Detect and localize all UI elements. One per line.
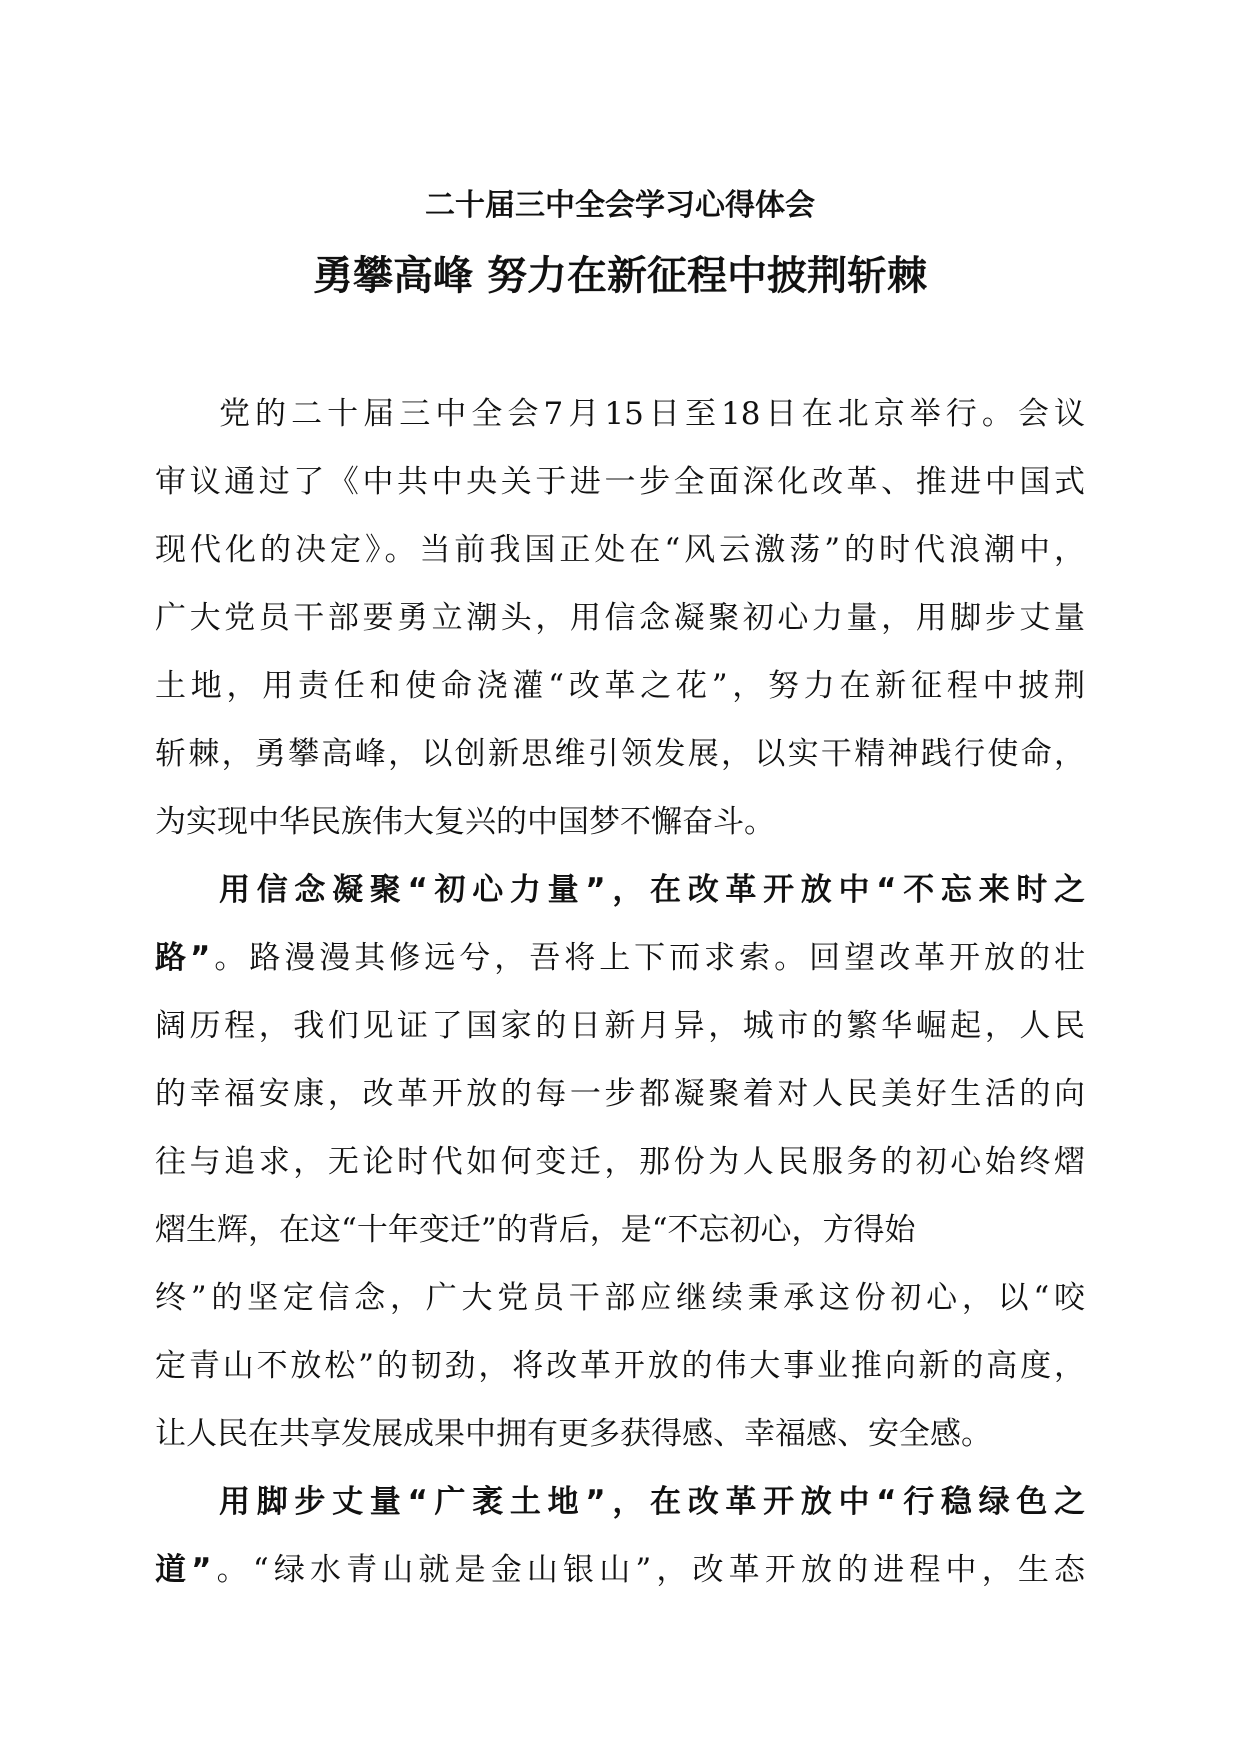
document-title: 勇攀高峰 努力在新征程中披荆斩棘	[313, 252, 927, 299]
section-heading-text: 用脚步丈量“广袤土地”，在改革开放中“行稳绿色之	[219, 1484, 1085, 1520]
line-text: 为实现中华民族伟大复兴的中国梦不懈奋斗。	[155, 804, 775, 840]
text-line	[155, 1196, 1085, 1264]
text-line	[155, 720, 1085, 788]
line-text: 往与追求，无论时代如何变迁，那份为人民服务的初心始终熠	[155, 1144, 1085, 1180]
line-text: 定青山不放松”的韧劲，将改革开放的伟大事业推向新的高度，	[155, 1348, 1085, 1384]
text-line	[155, 1332, 1085, 1400]
text-line	[155, 448, 1085, 516]
line-text: 的幸福安康，改革开放的每一步都凝聚着对人民美好生活的向	[155, 1076, 1085, 1112]
line-text: 终”的坚定信念，广大党员干部应继续秉承这份初心，以“咬	[155, 1280, 1085, 1316]
paragraph-intro	[155, 380, 1085, 856]
section-heading-text: 路”	[155, 940, 211, 976]
text-line	[155, 1264, 1085, 1332]
text-line	[155, 584, 1085, 652]
line-text: 党的二十届三中全会7月15日至18日在北京举行。会议	[219, 396, 1085, 432]
text-line	[155, 788, 1085, 856]
text-line	[155, 380, 1085, 448]
text-line	[155, 1060, 1085, 1128]
line-text: 现代化的决定》。当前我国正处在“风云激荡”的时代浪潮中，	[155, 532, 1085, 568]
paragraph-green-development	[155, 1468, 1085, 1604]
paragraph-original-aspiration	[155, 856, 1085, 1468]
text-line	[155, 652, 1085, 720]
line-text: 阔历程，我们见证了国家的日新月异，城市的繁华崛起，人民	[155, 1008, 1085, 1044]
text-line	[155, 856, 1085, 924]
line-text: 。路漫漫其修远兮，吾将上下而求索。回望改革开放的壮	[210, 940, 1085, 976]
line-text: 。“绿水青山就是金山银山”，改革开放的进程中，生态	[211, 1552, 1085, 1588]
section-heading-text: 用信念凝聚“初心力量”，在改革开放中“不忘来时之	[219, 872, 1085, 908]
text-line	[155, 924, 1085, 992]
document-subtitle: 二十届三中全会学习心得体会	[425, 188, 815, 223]
line-text: 熠生辉，在这“十年变迁”的背后，是“不忘初心，方得始	[155, 1212, 916, 1248]
line-text: 广大党员干部要勇立潮头，用信念凝聚初心力量，用脚步丈量	[155, 600, 1085, 636]
line-text: 土地，用责任和使命浇灌“改革之花”，努力在新征程中披荆	[155, 668, 1085, 704]
text-line	[155, 992, 1085, 1060]
line-text: 审议通过了《中共中央关于进一步全面深化改革、推进中国式	[155, 464, 1085, 500]
line-text: 斩棘，勇攀高峰，以创新思维引领发展，以实干精神践行使命，	[155, 736, 1085, 772]
text-line	[155, 516, 1085, 584]
text-line	[155, 1536, 1085, 1604]
text-line	[155, 1400, 1085, 1468]
document-body	[155, 380, 1085, 1604]
line-text: 让人民在共享发展成果中拥有更多获得感、幸福感、安全感。	[155, 1416, 992, 1452]
section-heading-text: 道”	[155, 1552, 212, 1588]
text-line	[155, 1128, 1085, 1196]
text-line	[155, 1468, 1085, 1536]
